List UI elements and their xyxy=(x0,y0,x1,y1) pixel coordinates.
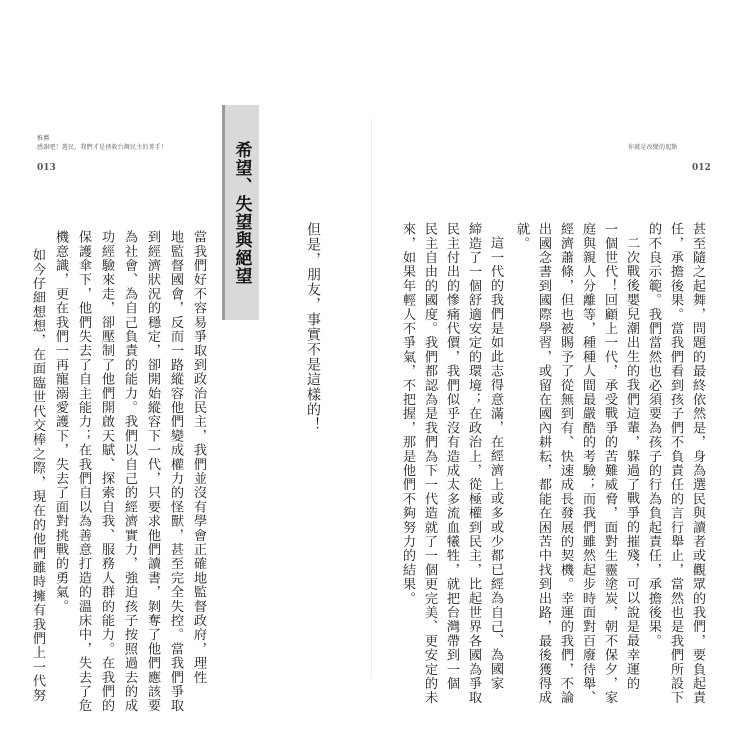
section-title: 希望、失望與絕望 xyxy=(231,140,252,285)
running-head-left: 感謝吧！選民，我們才是拯救台灣民主的菁手！ xyxy=(37,144,168,151)
running-head-label: 推薦 xyxy=(37,135,50,142)
running-head-right: 你就是改變的起點 xyxy=(628,144,678,151)
page-number-right: 012 xyxy=(692,163,711,173)
body-column: 出國念書到國際學習，或留在國內耕耘，都能在困苦中找到出路，最後獲得成 xyxy=(536,222,551,705)
page-gutter xyxy=(371,118,372,678)
body-column: 機意識，更在我們一再寵溺愛護下，失去了面對挑戰的勇氣。 xyxy=(53,230,68,614)
body-column: 二次戰後嬰兒潮出生的我們這輩，躲過了戰爭的摧殘，可以說是最幸運的 xyxy=(624,236,639,691)
body-column: 當我們好不容易爭取到政治民主，我們並沒有學會正確地監督政府，理性 xyxy=(191,230,206,685)
body-column: 這一代的我們是如此志得意滿，在經濟上或多或少都已經為自己、為國家 xyxy=(488,236,503,691)
body-column: 任，承擔後果。當我們看到孩子們不負責任的言行舉止，當然也是我們所設下 xyxy=(668,222,683,705)
body-column: 到經濟狀況的穩定，卻開始縱容下一代，只要求他們讀書，剝奪了他們應該要 xyxy=(145,230,160,713)
section-title-box xyxy=(222,105,259,320)
page-number-left: 013 xyxy=(37,163,56,173)
body-column: 庭與親人分離等，種種人間最嚴酷的考驗；而我們雖然起步時面對百廢待舉、 xyxy=(580,222,595,705)
body-column: 為社會、為自己負責的能力。我們以自己的經濟實力，強迫孩子按照過去的成 xyxy=(122,230,137,713)
body-column: 就。 xyxy=(514,222,529,251)
pull-quote: 但是，朋友，事實不是這樣的！ xyxy=(305,222,321,432)
body-column: 民主自由的國度。我們都認為是我們為下一代造就了一個更完美、更安定的未 xyxy=(422,222,437,705)
body-column: 保護傘下，他們失去了自主能力；在我們自以為善意打造的溫床中，失去了危 xyxy=(76,230,91,713)
body-column: 來，如果年輕人不爭氣，不把握，那是他們不夠努力的結果。 xyxy=(400,222,415,606)
body-column: 地監督國會，反而一路縱容他們變成權力的怪獸，甚至完全失控。當我們爭取 xyxy=(168,230,183,713)
body-column: 民主付出的慘痛代價，我們似乎沒有造成太多流血犧牲，就把台灣帶到一個 xyxy=(444,222,459,691)
body-column: 功經驗來走，卻壓制了他們開啟天賦、探索自我、服務人群的能力。在我們的 xyxy=(99,230,114,713)
body-column: 一個世代！回顧上一代，承受戰爭的苦難威脅，面對生靈塗炭，朝不保夕，家 xyxy=(602,222,617,705)
body-column: 如今仔細想想，在面臨世代交棒之際，現在的他們雖時擁有我們上一代努 xyxy=(30,248,45,703)
body-column: 的不良示範。我們當然也必須要為孩子的行為負起責任，承擔後果。 xyxy=(646,222,661,648)
body-column: 甚至隨之起舞，問題的最終依然是，身為選民與讀者或觀眾的我們，要負起責 xyxy=(690,222,705,705)
body-column: 締造了一個舒適安定的環境；在政治上，從極權到民主，比起世界各國為爭取 xyxy=(466,222,481,705)
body-column: 經濟蕭條，但也被賜予了從無到有、快速成長發展的契機。幸運的我們，不論 xyxy=(558,222,573,705)
